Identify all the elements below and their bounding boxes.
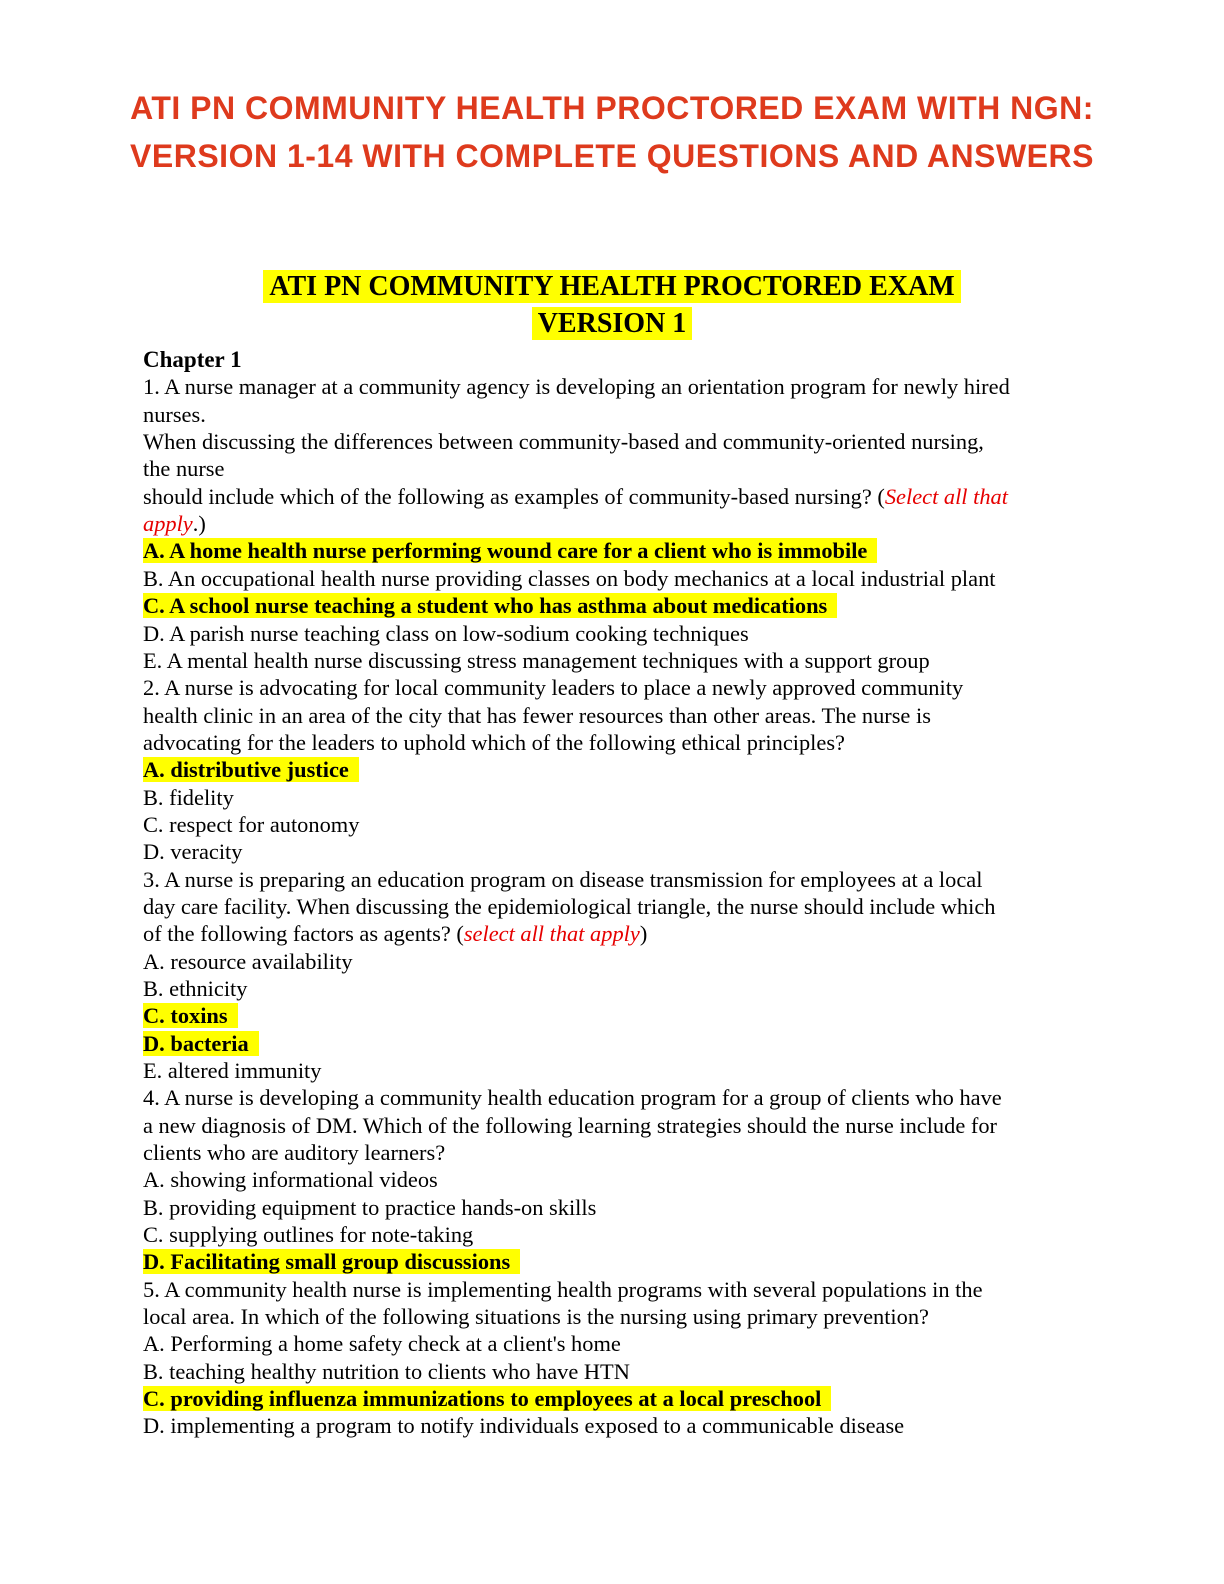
- text-line: [143, 592, 1104, 619]
- chapter-label: Chapter 1: [143, 347, 242, 372]
- text-run: D. A parish nurse teaching class on low-sodium cooking techniques: [143, 620, 749, 646]
- text-line: [143, 1330, 1104, 1357]
- text-line: [143, 1358, 1104, 1385]
- document-title-line1: ATI PN COMMUNITY HEALTH PROCTORED EXAM WITH NGN:: [130, 90, 1094, 126]
- text-run: 5. A community health nurse is implementing health programs with several populations in the: [143, 1276, 983, 1302]
- text-run: health clinic in an area of the city that has fewer resources than other areas. The nurse is: [143, 702, 931, 728]
- text-line: [143, 784, 1104, 811]
- text-line: [143, 1303, 1104, 1330]
- select-all-note: select all that apply: [463, 921, 640, 947]
- exam-heading: [0, 268, 1224, 342]
- text-run: .): [192, 511, 206, 537]
- text-run: the nurse: [143, 456, 225, 482]
- text-run: of the following factors as agents? (: [143, 921, 464, 947]
- document-body: [143, 373, 1104, 1439]
- select-all-note: Select all that: [884, 483, 1008, 509]
- text-line: [143, 1139, 1104, 1166]
- text-run: 3. A nurse is preparing an education program on disease transmission for employees at a local: [143, 866, 983, 892]
- text-run: ): [639, 921, 648, 947]
- text-line: [143, 1002, 1104, 1029]
- text-run: B. ethnicity: [143, 975, 248, 1001]
- text-line: [143, 428, 1104, 455]
- document-title: [0, 84, 1224, 180]
- highlighted-answer: D. Facilitating small group discussions: [143, 1249, 520, 1274]
- document-content: [143, 346, 1104, 1440]
- text-line: [143, 674, 1104, 701]
- highlighted-answer: C. toxins: [143, 1003, 238, 1028]
- text-run: C. respect for autonomy: [143, 811, 360, 837]
- text-run: E. A mental health nurse discussing stress management techniques with a support group: [143, 647, 930, 673]
- text-line: [143, 1412, 1104, 1439]
- text-line: [143, 866, 1104, 893]
- text-run: nurses.: [143, 401, 206, 427]
- text-run: advocating for the leaders to uphold which of the following ethical principles?: [143, 729, 845, 755]
- text-line: [143, 401, 1104, 428]
- text-run: B. fidelity: [143, 784, 234, 810]
- text-line: [143, 756, 1104, 783]
- text-run: A. resource availability: [143, 948, 353, 974]
- text-line: [143, 537, 1104, 564]
- highlighted-answer: A. distributive justice: [143, 757, 359, 782]
- text-run: B. An occupational health nurse providing classes on body mechanics at a local industrial plant: [143, 565, 996, 591]
- text-run: A. Performing a home safety check at a client's home: [143, 1331, 621, 1357]
- exam-heading-row1: [0, 268, 1224, 305]
- document-title-line2: VERSION 1-14 WITH COMPLETE QUESTIONS AND ANSWERS: [130, 138, 1094, 174]
- text-line: [143, 1248, 1104, 1275]
- text-line: [143, 1385, 1104, 1412]
- highlighted-answer: C. providing influenza immunizations to employees at a local preschool: [143, 1386, 831, 1411]
- text-line: [143, 1030, 1104, 1057]
- text-line: [143, 920, 1104, 947]
- text-run: E. altered immunity: [143, 1058, 322, 1083]
- text-run: D. veracity: [143, 839, 243, 865]
- highlighted-answer: C. A school nurse teaching a student who has asthma about medications: [143, 593, 837, 618]
- text-line: [143, 948, 1104, 975]
- text-run: B. teaching healthy nutrition to clients who have HTN: [143, 1358, 630, 1384]
- text-line: [143, 1194, 1104, 1221]
- exam-heading-line2: VERSION 1: [532, 307, 693, 340]
- text-line: [143, 565, 1104, 592]
- text-line: [143, 483, 1104, 510]
- text-line: [143, 1221, 1104, 1248]
- text-line: [143, 729, 1104, 756]
- text-run: should include which of the following as examples of community-based nursing? (: [143, 483, 885, 509]
- highlighted-answer: D. bacteria: [143, 1031, 259, 1056]
- text-run: 4. A nurse is developing a community health education program for a group of clients who have: [143, 1085, 1002, 1111]
- text-run: a new diagnosis of DM. Which of the following learning strategies should the nurse include for: [143, 1112, 997, 1138]
- exam-heading-row2: [0, 305, 1224, 342]
- text-line: [143, 373, 1104, 400]
- text-line: [143, 975, 1104, 1002]
- text-line: [143, 838, 1104, 865]
- text-line: [143, 1084, 1104, 1111]
- text-run: B. providing equipment to practice hands-on skills: [143, 1194, 597, 1220]
- text-line: [143, 510, 1104, 537]
- select-all-note: apply: [143, 511, 193, 537]
- text-run: 2. A nurse is advocating for local community leaders to place a newly approved community: [143, 675, 964, 701]
- exam-heading-line1: ATI PN COMMUNITY HEALTH PROCTORED EXAM: [263, 270, 960, 303]
- text-run: clients who are auditory learners?: [143, 1140, 446, 1166]
- text-run: A. showing informational videos: [143, 1167, 438, 1193]
- text-run: C. supplying outlines for note-taking: [143, 1222, 474, 1248]
- text-line: [143, 893, 1104, 920]
- text-line: [143, 647, 1104, 674]
- text-run: D. implementing a program to notify individuals exposed to a communicable disease: [143, 1413, 905, 1439]
- text-run: local area. In which of the following situations is the nursing using primary prevention?: [143, 1304, 929, 1330]
- text-line: [143, 455, 1104, 482]
- text-run: 1. A nurse manager at a community agency is developing an orientation program for newly hired: [143, 374, 1010, 400]
- highlighted-answer: A. A home health nurse performing wound care for a client who is immobile: [143, 538, 877, 563]
- text-line: [143, 1166, 1104, 1193]
- text-line: [143, 811, 1104, 838]
- text-line: [143, 1276, 1104, 1303]
- text-line: [143, 1057, 1104, 1084]
- text-run: When discussing the differences between community-based and community-oriented nursing,: [143, 429, 984, 455]
- text-line: [143, 620, 1104, 647]
- text-line: [143, 702, 1104, 729]
- text-run: day care facility. When discussing the epidemiological triangle, the nurse should include which: [143, 893, 996, 919]
- text-line: [143, 1112, 1104, 1139]
